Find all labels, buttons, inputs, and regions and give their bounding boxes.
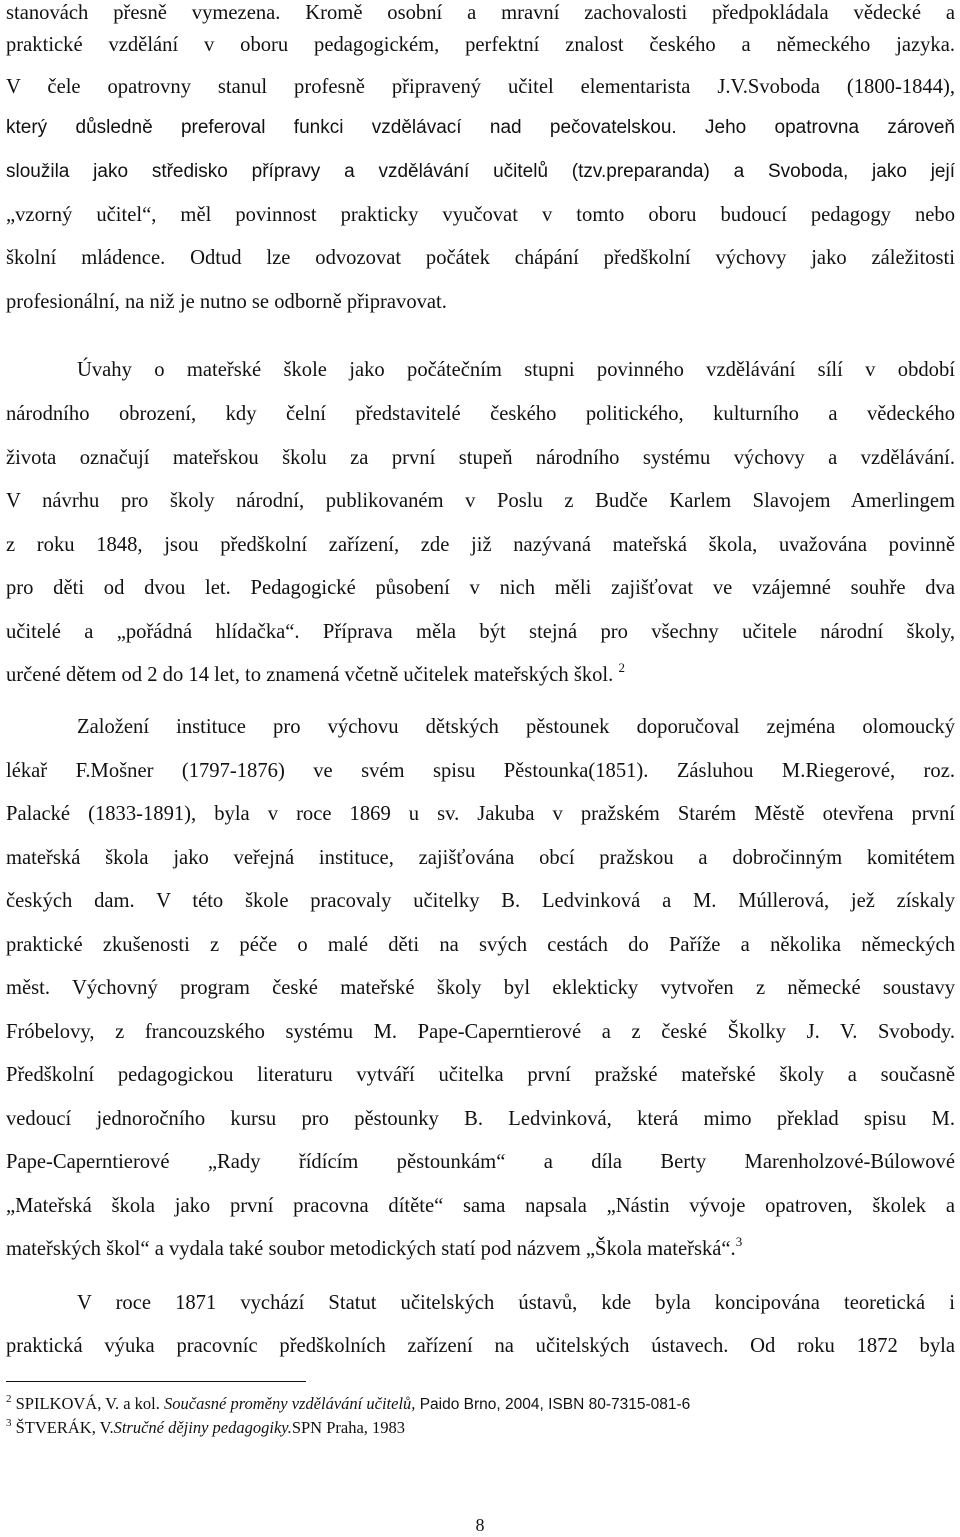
text-line: praktické vzdělání v oboru pedagogickém, perfektní znalost českého a německého jazyka. (6, 34, 955, 56)
text-line: učitelé a „pořádná hlídačka“. Příprava měla být stejná pro všechny učitele národní školy, (6, 621, 955, 643)
text-line: pro děti od dvou let. Pedagogické působení v nich měli zajišťovat ve vzájemné souhře dva (6, 577, 955, 599)
text-line: Předškolní pedagogickou literaturu vytváří učitelka první pražské mateřské školy a současně (6, 1064, 955, 1086)
footnote-title: Současné proměny vzdělávání učitelů, (164, 1394, 416, 1413)
footnote-separator (6, 1381, 306, 1382)
text-line: který důsledně preferoval funkci vzdělávací nad pečovatelskou. Jeho opatrovna zároveň (6, 117, 955, 138)
footnote-title: Stručné dějiny pedagogiky. (113, 1418, 292, 1437)
text-line: V roce 1871 vychází Statut učitelských ústavů, kde byla koncipována teoretická i (77, 1292, 955, 1314)
text-line-content: mateřských škol“ a vydala také soubor metodických statí pod názvem „Škola mateřská“. (6, 1238, 736, 1260)
text-line: lékař F.Mošner (1797-1876) ve svém spisu Pěstounka(1851). Zásluhou M.Riegerové, roz. (6, 760, 955, 782)
text-line (6, 1236, 955, 1262)
text-line: mateřská škola jako veřejná instituce, zajišťována obcí pražskou a dobročinným komitétem (6, 847, 955, 869)
text-line: měst. Výchovný program české mateřské školy byl eklekticky vytvořen z německé soustavy (6, 977, 955, 999)
text-line: školní mládence. Odtud lze odvozovat počátek chápání předškolní výchovy jako záležitosti (6, 247, 955, 269)
text-line: praktická výuka pracovníc předškolních zařízení na učitelských ústavech. Od roku 1872 byla (6, 1335, 955, 1357)
footnote-number: 3 (6, 1417, 12, 1429)
text-line: „vzorný učitel“, měl povinnost prakticky vyučovat v tomto oboru budoucí pedagogy nebo (6, 204, 955, 226)
footnote-text: SPN Praha, 1983 (291, 1418, 406, 1437)
text-line: Pape-Caperntierové „Rady řídícím pěstounkám“ a díla Berty Marenholzové-Búlowové (6, 1151, 955, 1173)
text-line: z roku 1848, jsou předškolní zařízení, zde již nazývaná mateřská škola, uvažována povinně (6, 534, 955, 556)
text-line: národního obrození, kdy čelní představitelé českého politického, kulturního a vědeckého (6, 403, 955, 425)
text-line: stanovách přesně vymezena. Kromě osobní a mravní zachovalosti předpokládala vědecké a (6, 2, 955, 24)
footnote (6, 1394, 690, 1415)
text-line: Fróbelovy, z francouzského systému M. Pape-Caperntierové a z české Školky J. V. Svobody. (6, 1021, 955, 1043)
text-line: praktické zkušenosti z péče o malé děti na svých cestách do Paříže a několika německých (6, 934, 955, 956)
text-line: českých dam. V této škole pracovaly učitelky B. Ledvinková a M. Múllerová, jež získaly (6, 890, 955, 912)
text-line: Palacké (1833-1891), byla v roce 1869 u sv. Jakuba v pražském Starém Městě otevřena první (6, 803, 955, 825)
text-line: života označují mateřskou školu za první stupeň národního systému výchovy a vzdělávání. (6, 447, 955, 469)
text-line (6, 662, 955, 688)
text-line: Úvahy o mateřské škole jako počátečním stupni povinného vzdělávání sílí v období (77, 359, 955, 381)
footnote-number: 2 (6, 1393, 12, 1405)
footnote-text: ŠTVERÁK, V. (15, 1418, 114, 1437)
text-line: sloužila jako středisko přípravy a vzdělávání učitelů (tzv.preparanda) a Svoboda, jako její (6, 161, 955, 182)
text-line: V návrhu pro školy národní, publikovaném v Poslu z Budče Karlem Slavojem Amerlingem (6, 490, 955, 512)
footnote (6, 1418, 405, 1438)
text-line: „Mateřská škola jako první pracovna dítěte“ sama napsala „Nástin vývoje opatroven, školek a (6, 1195, 955, 1217)
text-line: profesionální, na niž je nutno se odborně připravovat. (6, 291, 447, 313)
footnote-text: Paido Brno, 2004, ISBN 80-7315-081-6 (415, 1396, 691, 1413)
text-line-content: určené dětem od 2 do 14 let, to znamená včetně učitelek mateřských škol. (6, 664, 614, 686)
text-line: Založení instituce pro výchovu dětských pěstounek doporučoval zejména olomoucký (77, 716, 955, 738)
footnote-text: SPILKOVÁ, V. a kol. (15, 1394, 164, 1413)
footnote-reference: 2 (618, 662, 625, 675)
text-line: V čele opatrovny stanul profesně připravený učitel elementarista J.V.Svoboda (1800-1844), (6, 76, 955, 98)
text-line: vedoucí jednoročního kursu pro pěstounky B. Ledvinková, která mimo překlad spisu M. (6, 1108, 955, 1130)
page-number: 8 (475, 1515, 485, 1535)
footnote-reference: 3 (735, 1236, 743, 1249)
